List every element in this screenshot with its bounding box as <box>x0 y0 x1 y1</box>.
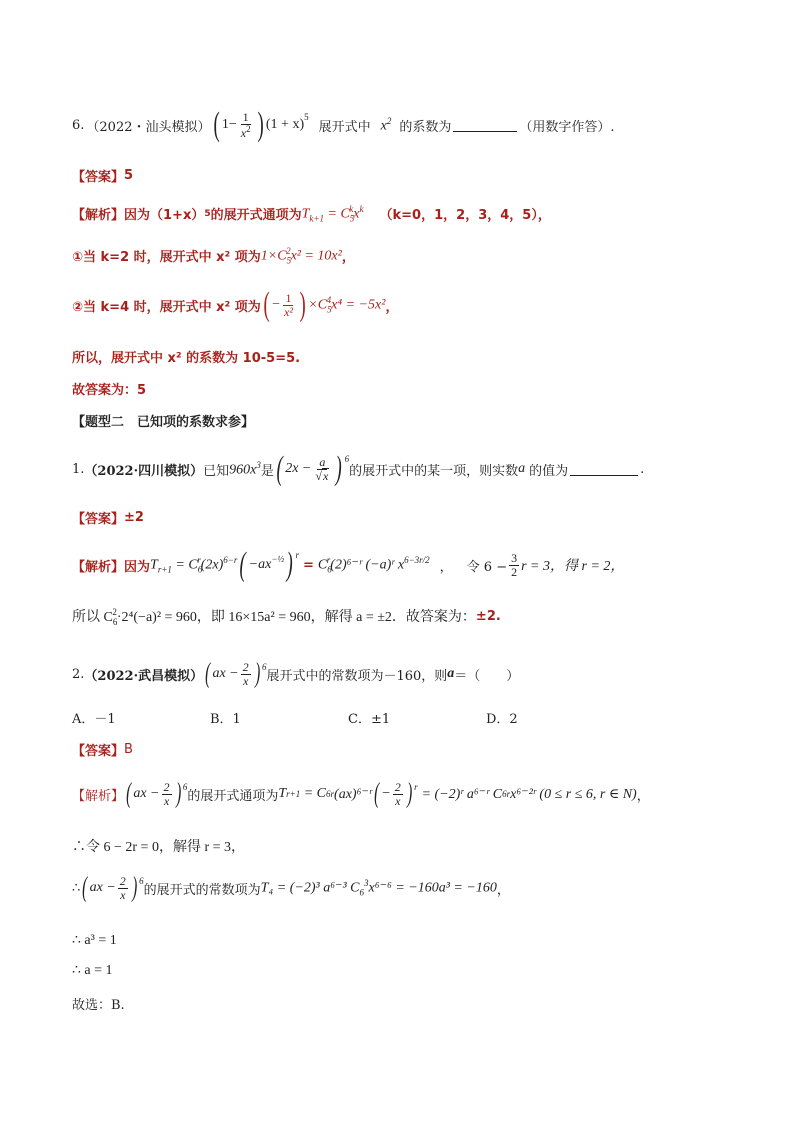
analysis-2-line1: 【解析】 ( ax − $\frac{2}{x}$ ) $^6$ 的展开式通项为 T r+1 = C 6 r (ax)⁶⁻ʳ ( − $\frac{2}{x}$ ) $^r$ = (−2)ʳ a⁶⁻ʳ C 6 r x⁶⁻²ʳ (0 ≤ r ≤ 6, r ∈ N) ， <box>72 778 650 809</box>
answer-1: 【答案】 ±2 <box>72 510 144 527</box>
analysis-6-case2: ②当 k=4 时，展开式中 x² 项为 ( − $\frac{1}{\text{x²}}$ ) $\times C_5^4x^4 = -5x^2$ ， <box>72 286 399 323</box>
analysis-6-conclusion: 所以，展开式中 x² 的系数为 10-5=5. <box>72 351 301 366</box>
option-c[interactable]: C．±1 <box>348 712 391 727</box>
analysis-1-line1: 【解析】 因为 $T_{r+1} = C_6^r(2x)^{6-r}$ ( −ax $^{-\frac{1}{2}}$ ) $^r$ = $C_6^r(2)^{6-}ʳ$ (−a)ʳ $x^{6-3r/2}$ ， 令 6 − $\frac{3}{2}$ r = 3，得 r = 2， <box>72 546 625 583</box>
analysis-6-line1: 【解析】 因为（1+x） 5 的展开式通项为 $T_{k+1} = C_5^kx^k$ （k=0，1，2，3，4，5）， <box>72 204 551 224</box>
section-title: 【题型二 已知项的系数求参】 <box>72 415 255 430</box>
analysis-2-step5: ∴ a = 1 <box>72 963 113 978</box>
expression: ( 1− $\frac{1}{x^2}$ ) (1 + x) $^5$ <box>213 106 309 143</box>
analysis-2-step4: ∴ a³ = 1 <box>72 933 117 948</box>
option-a[interactable]: A．－1 <box>72 712 116 727</box>
analysis-6-final: 故答案为：5 <box>72 383 147 398</box>
option-b[interactable]: B．1 <box>210 712 241 727</box>
answer-2: 【答案】 B <box>72 742 133 759</box>
option-d[interactable]: D．2 <box>486 712 518 727</box>
analysis-6-case1: ①当 k=2 时，展开式中 x² 项为 $1\times C_5^2x^2 = 10x^2$ ， <box>72 246 355 266</box>
question-2: 2. （2022·武昌模拟） ( ax − $\frac{2}{x}$ ) $^6$ 展开式中的常数项为－160，则 a ＝（ ） <box>72 658 520 689</box>
question-6: 6. （2022・汕头模拟） ( 1− $\frac{1}{x^2}$ ) (1 + x) $^5$ 展开式中 $x^2$ 的系数为 （用数字作答）. <box>72 106 615 143</box>
analysis-2-step3: ∴ ( ax − $\frac{2}{x}$ ) $^6$ 的展开式的常数项为 T₄ = (−2)³ a⁶⁻³ $C_6^3x^{6-6} = -160a^3 = -160$ ， <box>72 872 510 903</box>
question-2-options <box>72 708 624 727</box>
answer-6: 【答案】 5 <box>72 168 134 185</box>
analysis-1-line2: 所以 $C_6^2\cdot 2^4(-a)^2 = 960$，即 16×15a² = 960，解得 a = ±2．故答案为： ±2. <box>72 607 501 627</box>
answer-blank[interactable] <box>570 463 638 476</box>
question-source: （2022・汕头模拟） <box>86 119 211 135</box>
analysis-2-step2: ∴令 6 − 2r = 0，解得 r = 3， <box>72 840 246 855</box>
question-number: 6. <box>72 117 85 133</box>
question-1: 1. （2022·四川模拟） 已知 $960x^3$ 是 ( 2x − $\frac{a}{√x}$ ) $^6$ 的展开式中的某一项，则实数 a 的值为 . <box>72 450 645 487</box>
analysis-2-final: 故选：B. <box>72 998 125 1013</box>
answer-blank[interactable] <box>453 119 517 132</box>
